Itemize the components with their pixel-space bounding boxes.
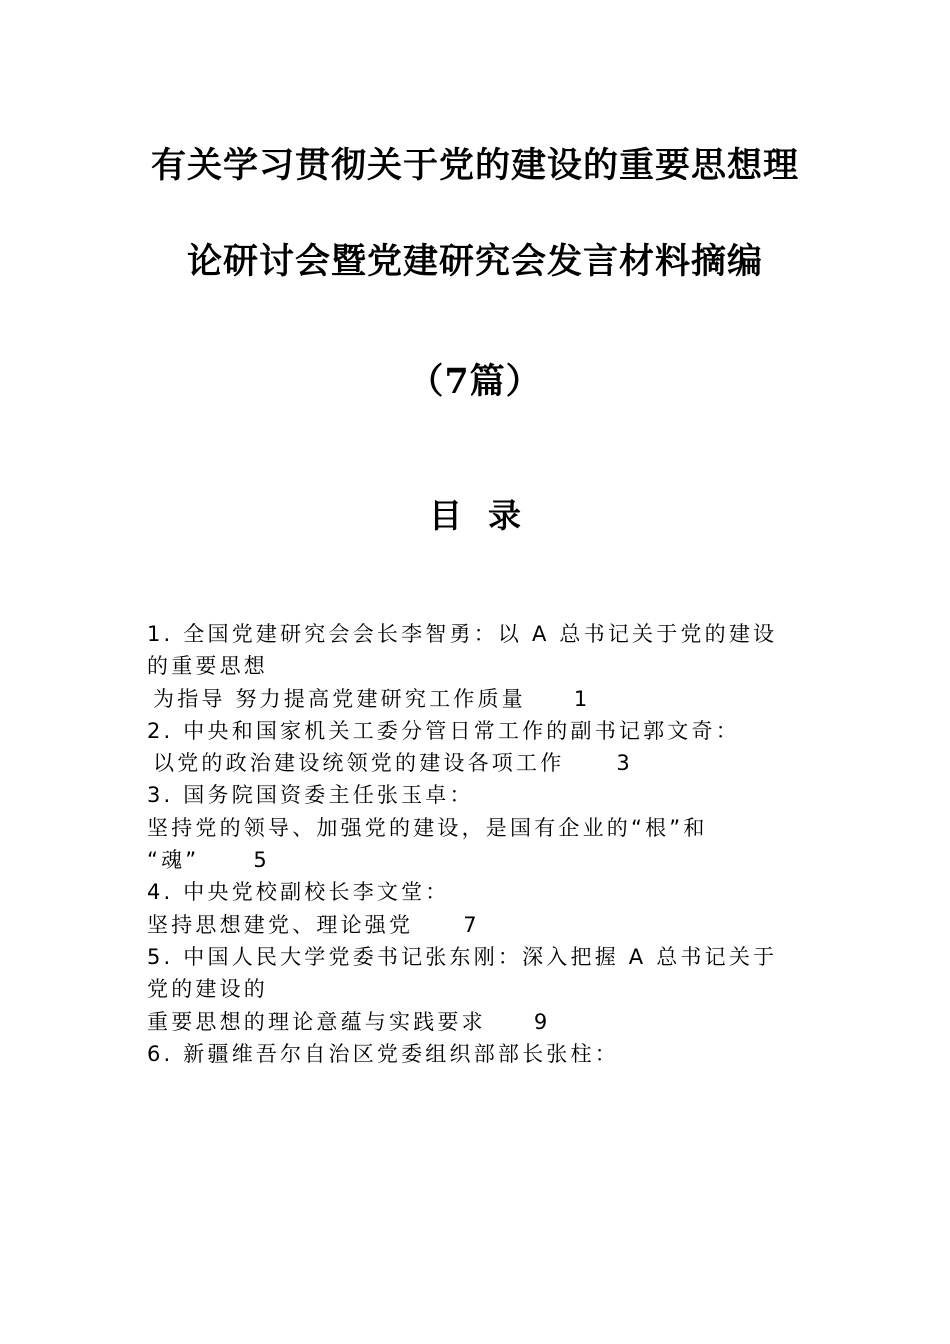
- toc-entry-3-line-1[interactable]: 3. 国务院国资委主任张玉卓：: [147, 783, 474, 808]
- toc-entry-2-page: 3: [616, 751, 630, 776]
- toc-entry-4-text: 坚持思想建党、理论强党: [147, 912, 414, 937]
- toc-entry-6-line-1[interactable]: 6. 新疆维吾尔自治区党委组织部部长张柱：: [147, 1041, 619, 1066]
- toc-entry-5-line-3[interactable]: [147, 1006, 817, 1038]
- toc-entry-5-line-2[interactable]: 党的建设的: [147, 977, 268, 1002]
- toc-entry-5-line-1[interactable]: 5. 中国人民大学党委书记张东刚：深入把握 A 总书记关于: [147, 944, 778, 969]
- toc-entry-1-line-1[interactable]: 1. 全国党建研究会会长李智勇：以 A 总书记关于党的建设: [147, 622, 778, 646]
- toc-entry-3-page: 5: [253, 848, 267, 873]
- toc-entry-2-line-2[interactable]: [147, 747, 817, 779]
- toc-entry-3-line-3[interactable]: [147, 844, 817, 876]
- toc-entry-2-line-1[interactable]: 2. 中央和国家机关工委分管日常工作的副书记郭文奇：: [147, 718, 740, 743]
- toc-entry-2-text: 以党的政治建设统领党的建设各项工作: [153, 751, 565, 776]
- document-title-line-2: 论研讨会暨党建研究会发言材料摘编: [186, 241, 763, 282]
- toc-entry-5-page: 9: [533, 1009, 548, 1034]
- toc-entry-1-line-3[interactable]: [147, 683, 817, 715]
- toc-entry-4-line-2[interactable]: [147, 909, 817, 941]
- toc-entry-4-page: 7: [463, 912, 477, 937]
- toc-entry-1-text: 为指导 努力提高党建研究工作质量: [153, 686, 526, 711]
- table-of-contents: [147, 618, 817, 1070]
- toc-entry-1-line-2[interactable]: 的重要思想: [147, 654, 268, 679]
- toc-heading: 目录: [429, 496, 547, 535]
- toc-entry-1-page: 1: [573, 686, 588, 711]
- toc-entry-5-text: 重要思想的理论意蕴与实践要求: [147, 1009, 486, 1034]
- toc-entry-3-text: “魂”: [147, 848, 200, 873]
- article-count: （7篇）: [408, 361, 542, 402]
- document-title-line-1: 有关学习贯彻关于党的建设的重要思想理: [150, 145, 799, 186]
- toc-entry-3-line-2[interactable]: 坚持党的领导、加强党的建设，是国有企业的“根”和: [147, 815, 708, 840]
- toc-entry-4-line-1[interactable]: 4. 中央党校副校长李文堂：: [147, 880, 450, 905]
